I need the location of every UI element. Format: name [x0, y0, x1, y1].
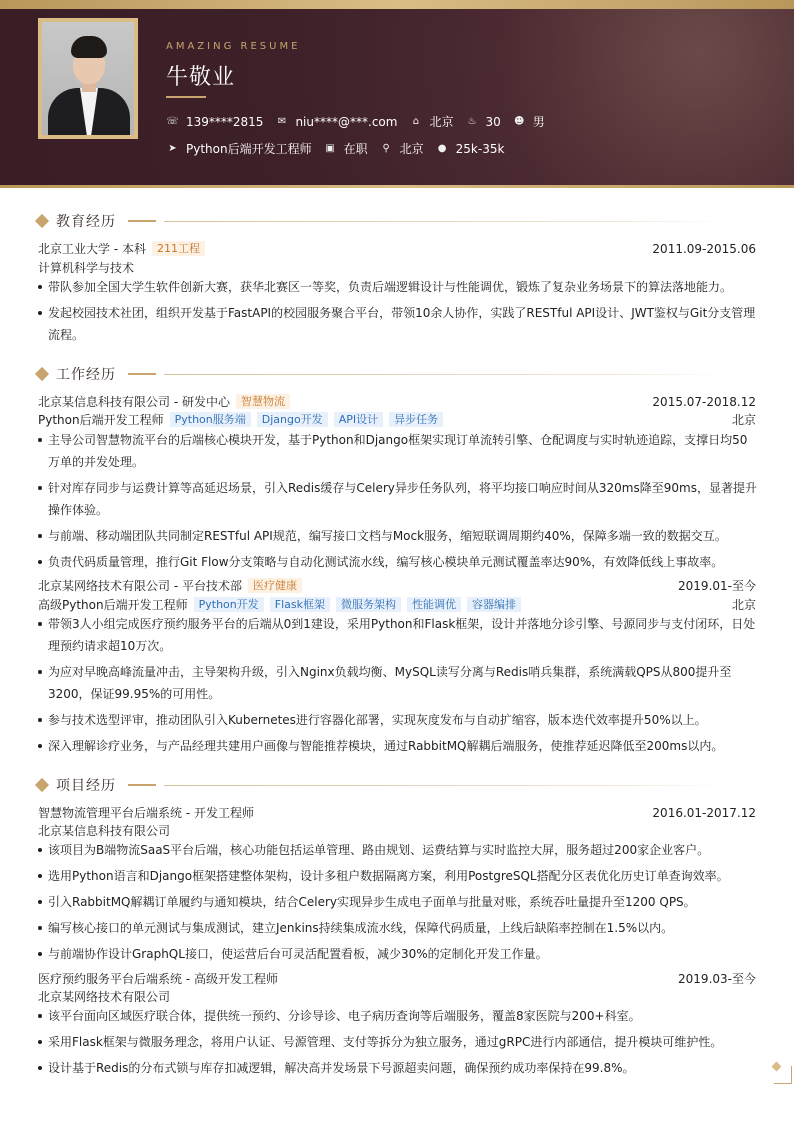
section-education-heading [34, 211, 724, 231]
header-gold-rule [0, 185, 794, 188]
project-date: 2019.03-至今 [678, 972, 756, 986]
top-gold-band [0, 0, 794, 9]
job-date: 2019.01-至今 [678, 579, 756, 593]
job-2-bullets [38, 613, 758, 761]
education-bullets [38, 276, 758, 350]
position-title: 高级Python后端开发工程师 [38, 598, 188, 612]
target-position-value: Python后端开发工程师 [186, 142, 312, 156]
phone-value: 139****2815 [186, 114, 264, 129]
target-city-value: 北京 [399, 142, 424, 156]
status-item [324, 140, 368, 157]
position-title: Python后端开发工程师 [38, 413, 164, 427]
age-item [465, 115, 500, 129]
job-1-header [38, 393, 756, 410]
job-1-bullets [38, 429, 758, 577]
skill-tag: Django开发 [257, 412, 328, 427]
project-2-header [38, 970, 756, 987]
contact-row [166, 113, 557, 130]
mail-icon: ✉ [277, 116, 287, 127]
section-title: 项目经历 [56, 778, 116, 794]
education-date: 2011.09-2015.06 [652, 241, 756, 256]
job-2-position-row [38, 596, 756, 613]
list-item: 为应对早晚高峰流量冲击，主导架构升级，引入Nginx负载均衡、MySQL读写分离与Redis哨兵集群，系统满载QPS从800提升至3200，保证99.95%的可用性。 [38, 661, 758, 705]
list-item: 参与技术选型评审，推动团队引入Kubernetes进行容器化部署，实现灰度发布与自动扩缩容，版本迭代效率提升50%以上。 [38, 709, 758, 731]
section-title: 工作经历 [56, 367, 116, 383]
skill-tag: API设计 [334, 412, 383, 427]
project-company: 北京某网络技术有限公司 [38, 990, 171, 1004]
gender-item [513, 113, 545, 130]
target-position-item [166, 140, 312, 157]
project-name: 智慧物流管理平台后端系统 - 开发工程师 [38, 806, 254, 820]
email-value: niu****@***.com [295, 114, 398, 129]
project-company: 北京某信息科技有限公司 [38, 824, 171, 838]
list-item: 该平台面向区域医疗联合体，提供统一预约、分诊导诊、电子病历查询等后端服务，覆盖8家医院与200+科室。 [38, 1005, 758, 1027]
school-name: 北京工业大学 - 本科 [38, 242, 146, 256]
industry-tag: 医疗健康 [248, 578, 302, 593]
list-item: 该项目为B端物流SaaS平台后端，核心功能包括运单管理、路由规划、运费结算与实时监控大屏，服务超过200家企业客户。 [38, 839, 758, 861]
list-item: 采用Flask框架与微服务理念，将用户认证、号源管理、支付等拆分为独立服务，通过gRPC进行内部通信，提升模块可维护性。 [38, 1031, 758, 1053]
candidate-name: 牛敬业 [166, 65, 236, 90]
list-item: 带队参加全国大学生软件创新大赛，获华北赛区一等奖，负责后端逻辑设计与性能调优，锻炼了复杂业务场景下的算法落地能力。 [38, 276, 758, 298]
list-item: 设计基于Redis的分布式锁与库存扣减逻辑，解决高并发场景下号源超卖问题，确保预约成功率保持在99.8%。 [38, 1057, 758, 1079]
profile-photo [38, 18, 138, 139]
skill-tag: Python开发 [194, 597, 264, 612]
project-date: 2016.01-2017.12 [652, 805, 756, 820]
list-item: 主导公司智慧物流平台的后端核心模块开发，基于Python和Django框架实现订单流转引擎、仓配调度与实时轨迹追踪，支撑日均50万单的并发处理。 [38, 429, 758, 473]
residence-value: 北京 [429, 115, 454, 129]
list-item: 深入理解诊疗业务，与产品经理共建用户画像与智能推荐模块，通过RabbitMQ解耦后端服务，使推荐延迟降低至200ms以内。 [38, 735, 758, 757]
target-city-item [380, 140, 424, 157]
section-title: 教育经历 [56, 214, 116, 230]
list-item: 与前端协作设计GraphQL接口，使运营后台可灵活配置看板，减少30%的定制化开发工作量。 [38, 943, 758, 965]
job-city: 北京 [731, 598, 756, 612]
job-intent-row [166, 140, 516, 157]
list-item: 针对库存同步与运费计算等高延迟场景，引入Redis缓存与Celery异步任务队列，将平均接口响应时间从320ms降至90ms，显著提升操作体验。 [38, 477, 758, 521]
list-item: 负责代码质量管理，推行Git Flow分支策略与自动化测试流水线，编写核心模块单元测试覆盖率达90%，有效降低线上事故率。 [38, 551, 758, 573]
list-item: 与前端、移动端团队共同制定RESTful API规范，编写接口文档与Mock服务，缩短联调周期约40%，保障多端一致的数据交互。 [38, 525, 758, 547]
company-name: 北京某信息科技有限公司 - 研发中心 [38, 395, 230, 409]
skill-tag: 性能调优 [407, 597, 461, 612]
company-name: 北京某网络技术有限公司 - 平台技术部 [38, 579, 242, 593]
resume-eyebrow: AMAZING RESUME [166, 41, 301, 52]
project-name: 医疗预约服务平台后端系统 - 高级开发工程师 [38, 972, 278, 986]
briefcase-icon: ▣ [325, 143, 335, 154]
send-icon: ➤ [168, 143, 177, 154]
residence-item [409, 113, 453, 130]
list-item: 选用Python语言和Django框架搭建整体架构，设计多租户数据隔离方案，利用PostgreSQL搭配分区表优化历史订单查询效率。 [38, 865, 758, 887]
phone-item [166, 115, 263, 129]
gender-value: 男 [532, 115, 545, 129]
job-1-position-row [38, 411, 756, 428]
major: 计算机科学与技术 [38, 261, 135, 275]
education-entry-header [38, 240, 756, 257]
section-work-heading [34, 364, 724, 384]
school-tag: 211工程 [152, 241, 205, 256]
diamond-icon [35, 367, 49, 381]
project-1-bullets [38, 839, 758, 969]
age-value: 30 [485, 114, 501, 129]
skill-tag: 容器编排 [467, 597, 521, 612]
avatar [42, 22, 134, 135]
list-item: 编写核心接口的单元测试与集成测试，建立Jenkins持续集成流水线，保障代码质量，上线后缺陷率控制在1.5%以内。 [38, 917, 758, 939]
home-icon: ⌂ [412, 116, 420, 127]
status-value: 在职 [343, 142, 368, 156]
job-date: 2015.07-2018.12 [652, 394, 756, 409]
list-item: 引入RabbitMQ解耦订单履约与通知模块，结合Celery实现异步生成电子面单与批量对账，系统吞吐量提升至1200 QPS。 [38, 891, 758, 913]
list-item: 带领3人小组完成医疗预约服务平台的后端从0到1建设，采用Python和Flask框架，设计并落地分诊引擎、号源同步与支付闭环，日处理预约请求超10万次。 [38, 613, 758, 657]
job-2-header [38, 577, 756, 594]
salary-value: 25k-35k [455, 141, 505, 156]
location-icon: ⚲ [382, 143, 390, 154]
salary-icon: ● [437, 143, 447, 154]
cake-icon: ♨ [467, 116, 477, 127]
name-underline [166, 96, 206, 98]
diamond-icon [35, 214, 49, 228]
list-item: 发起校园技术社团，组织开发基于FastAPI的校园服务聚合平台，带领10余人协作，实践了RESTful API设计、JWT鉴权与Git分支管理流程。 [38, 302, 758, 346]
phone-icon: ☏ [166, 116, 179, 127]
job-city: 北京 [731, 413, 756, 427]
diamond-icon [35, 778, 49, 792]
gender-icon: ☻ [514, 116, 525, 127]
email-item [275, 115, 397, 129]
project-2-bullets [38, 1005, 758, 1083]
salary-item [436, 142, 505, 156]
skill-tag: 异步任务 [389, 412, 443, 427]
skill-tag: Flask框架 [270, 597, 330, 612]
industry-tag: 智慧物流 [236, 394, 290, 409]
skill-tag: Python服务端 [170, 412, 251, 427]
project-1-header [38, 804, 756, 821]
section-projects-heading [34, 775, 724, 795]
skill-tag: 微服务架构 [336, 597, 401, 612]
